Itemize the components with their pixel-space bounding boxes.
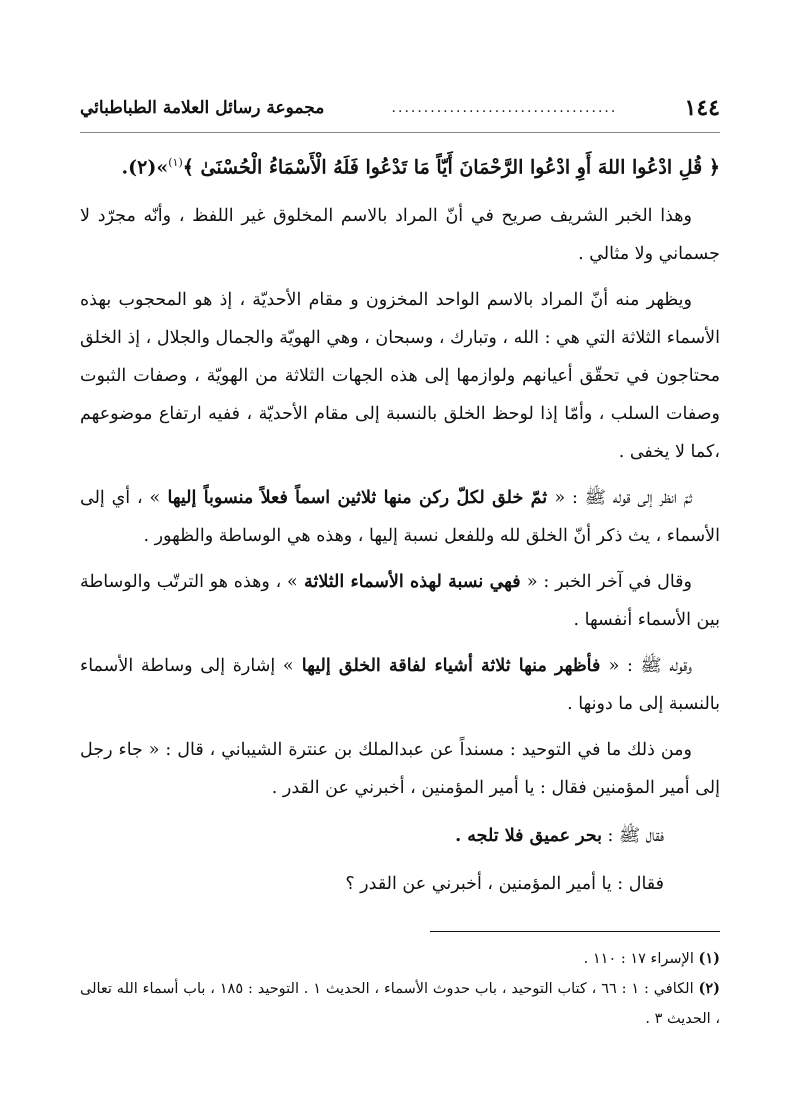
- footnote-1-number: (١): [698, 950, 720, 968]
- footnote-divider: [430, 931, 720, 932]
- header-dot-leader: ...................................: [391, 100, 618, 116]
- paragraph-5-intro: وقوله ﷺ : «: [608, 656, 693, 677]
- verse-text: ﴿ قُلِ ادْعُوا اللهَ أَوِ ادْعُوا الرَّحْمَانَ أَيّاً مَا تَدْعُوا فَلَهُ الْأَسْمَاءُ الْحُسْنَىٰ ﴾: [182, 156, 720, 179]
- footnote-2-number: (٢): [698, 980, 721, 998]
- paragraph-5: [80, 647, 720, 723]
- paragraph-3-rest: » ، أي إلى الأسماء ، يث ذكر أنّ الخلق لله وللفعل نسبة إليها ، وهذه هي الوساطة والظهور .: [80, 488, 720, 547]
- paragraph-5-rest: » إشارة إلى وساطة الأسماء بالنسبة إلى ما دونها .: [80, 656, 720, 715]
- paragraph-3-intro: ثمّ انظر إلى قوله ﷺ : «: [554, 488, 693, 509]
- paragraph-6: ومن ذلك ما في التوحيد : مسنداً عن عبدالملك بن عنترة الشيباني ، قال : « جاء رجل إلى أمير المؤمنين فقال : يا أمير المؤمنين ، أخبرني عن القدر .: [80, 740, 720, 799]
- quran-verse: [80, 141, 720, 189]
- footnote-2: [80, 974, 720, 1034]
- paragraph-7-quote: بحر عميق فلا تلجه .: [455, 826, 602, 847]
- paragraph-1: وهذا الخبر الشريف صريح في أنّ المراد بالاسم المخلوق غير اللفظ ، وأنّه مجرّد لا جسماني ولا مثالي .: [80, 206, 720, 265]
- paragraph-4: [80, 563, 720, 639]
- footnote-2-text: الكافي : ١ : ٦٦ ، كتاب التوحيد ، باب حدوث الأسماء ، الحديث ١ . التوحيد : ١٨٥ ، باب أسماء الله تعالى ، الحديث ٣ .: [80, 981, 720, 1028]
- footnote-ref-1: (١): [168, 156, 183, 169]
- paragraph-4-rest: » ، وهذه هو الترتّب والوساطة بين الأسماء أنفسها .: [80, 572, 720, 631]
- paragraph-4-intro: وقال في آخر الخبر : «: [526, 572, 692, 593]
- paragraph-7-intro: فقال ﷺ :: [601, 826, 664, 847]
- footnote-1-text: الإسراء ١٧ : ١١٠ .: [583, 951, 694, 968]
- footnote-1: [80, 944, 720, 974]
- page-number: ١٤٤: [684, 95, 720, 121]
- paragraph-2: ويظهر منه أنّ المراد بالاسم الواحد المخزون و مقام الأحديّة ، إذ هو المحجوب بهذه الأسماء الثلاثة التي هي : الله ، وتبارك ، وسبحان ، وهي الهويّة والجمال والجلال ، إذ الخلق محتاجون في تحقّق أعيانهم ولوازمها إلى هذه الجهات الثلاثة من الهويّة ، وصفات الثبوت وصفات السلب ، وأمّا إذا لوحظ الخلق بالنسبة إلى مقام الأحديّة ، ففيه ارتفاع موضوعهم ،كما لا يخفى .: [80, 290, 720, 463]
- book-title: مجموعة رسائل العلامة الطباطبائي: [80, 98, 325, 118]
- book-page: [80, 88, 720, 1034]
- paragraph-7: [80, 817, 720, 855]
- paragraph-3: [80, 479, 720, 555]
- running-header: [80, 88, 720, 133]
- paragraph-4-quote: فهي نسبة لهذه الأسماء الثلاثة: [297, 572, 527, 593]
- paragraph-8: فقال : يا أمير المؤمنين ، أخبرني عن القدر ؟: [345, 874, 664, 895]
- paragraph-3-quote: ثمّ خلق لكلّ ركن منها ثلاثين اسماً فعلاً منسوباً إليها: [160, 488, 555, 509]
- footnote-ref-2: »(٢).: [121, 156, 169, 179]
- paragraph-5-quote: فأظهر منها ثلاثة أشياء لفاقة الخلق إليها: [293, 656, 609, 677]
